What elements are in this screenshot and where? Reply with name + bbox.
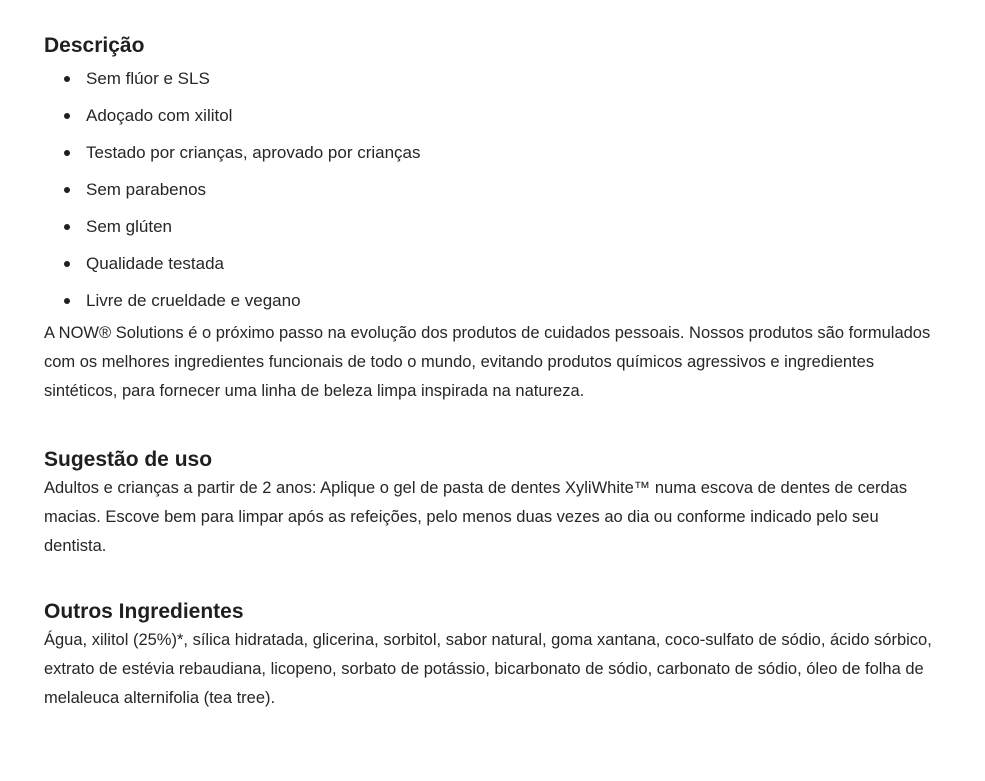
- feature-label: Livre de crueldade e vegano: [86, 291, 301, 310]
- feature-list: [44, 68, 941, 312]
- feature-label: Sem glúten: [86, 217, 172, 236]
- usage-paragraph: Adultos e crianças a partir de 2 anos: Aplique o gel de pasta de dentes XyliWhite™ numa escova de dentes de cerdas macias. Escove bem para limpar após as refeições, pelo menos duas vezes ao dia ou conforme indicado pelo seu dentista.: [44, 479, 908, 555]
- bullet-icon: [64, 150, 70, 156]
- feature-label: Testado por crianças, aprovado por crianças: [86, 143, 421, 162]
- usage-title: Sugestão de uso: [44, 448, 213, 471]
- bullet-icon: [64, 261, 70, 267]
- section-spacer: [44, 406, 941, 446]
- feature-label: Qualidade testada: [86, 254, 224, 273]
- feature-label: Sem flúor e SLS: [86, 69, 210, 88]
- ingredients-paragraph: Água, xilitol (25%)*, sílica hidratada, glicerina, sorbitol, sabor natural, goma xantana, coco-sulfato de sódio, ácido sórbico, extrato de estévia rebaudiana, licopeno, sorbato de potássio, bicarbonato de sódio, carbonato de sódio, óleo de folha de melaleuca alternifolia (tea tree).: [44, 631, 932, 707]
- description-section: [44, 32, 941, 406]
- section-spacer: [44, 561, 941, 598]
- feature-item: [64, 216, 941, 238]
- bullet-icon: [64, 113, 70, 119]
- feature-item: [64, 290, 941, 312]
- bullet-icon: [64, 224, 70, 230]
- feature-item: [64, 68, 941, 90]
- ingredients-title: Outros Ingredientes: [44, 600, 244, 623]
- feature-label: Adoçado com xilitol: [86, 106, 233, 125]
- bullet-icon: [64, 298, 70, 304]
- feature-item: [64, 142, 941, 164]
- ingredients-section: [44, 598, 941, 713]
- feature-item: [64, 105, 941, 127]
- description-title: Descrição: [44, 34, 145, 57]
- usage-section: [44, 446, 941, 561]
- feature-item: [64, 179, 941, 201]
- feature-label: Sem parabenos: [86, 180, 207, 199]
- description-paragraph: A NOW® Solutions é o próximo passo na evolução dos produtos de cuidados pessoais. Nossos produtos são formulados com os melhores ingredientes funcionais de todo o mundo, evitando produtos químicos agressivos e ingredientes sintéticos, para fornecer uma linha de beleza limpa inspirada na natureza.: [44, 324, 931, 400]
- bullet-icon: [64, 76, 70, 82]
- feature-item: [64, 253, 941, 275]
- bullet-icon: [64, 187, 70, 193]
